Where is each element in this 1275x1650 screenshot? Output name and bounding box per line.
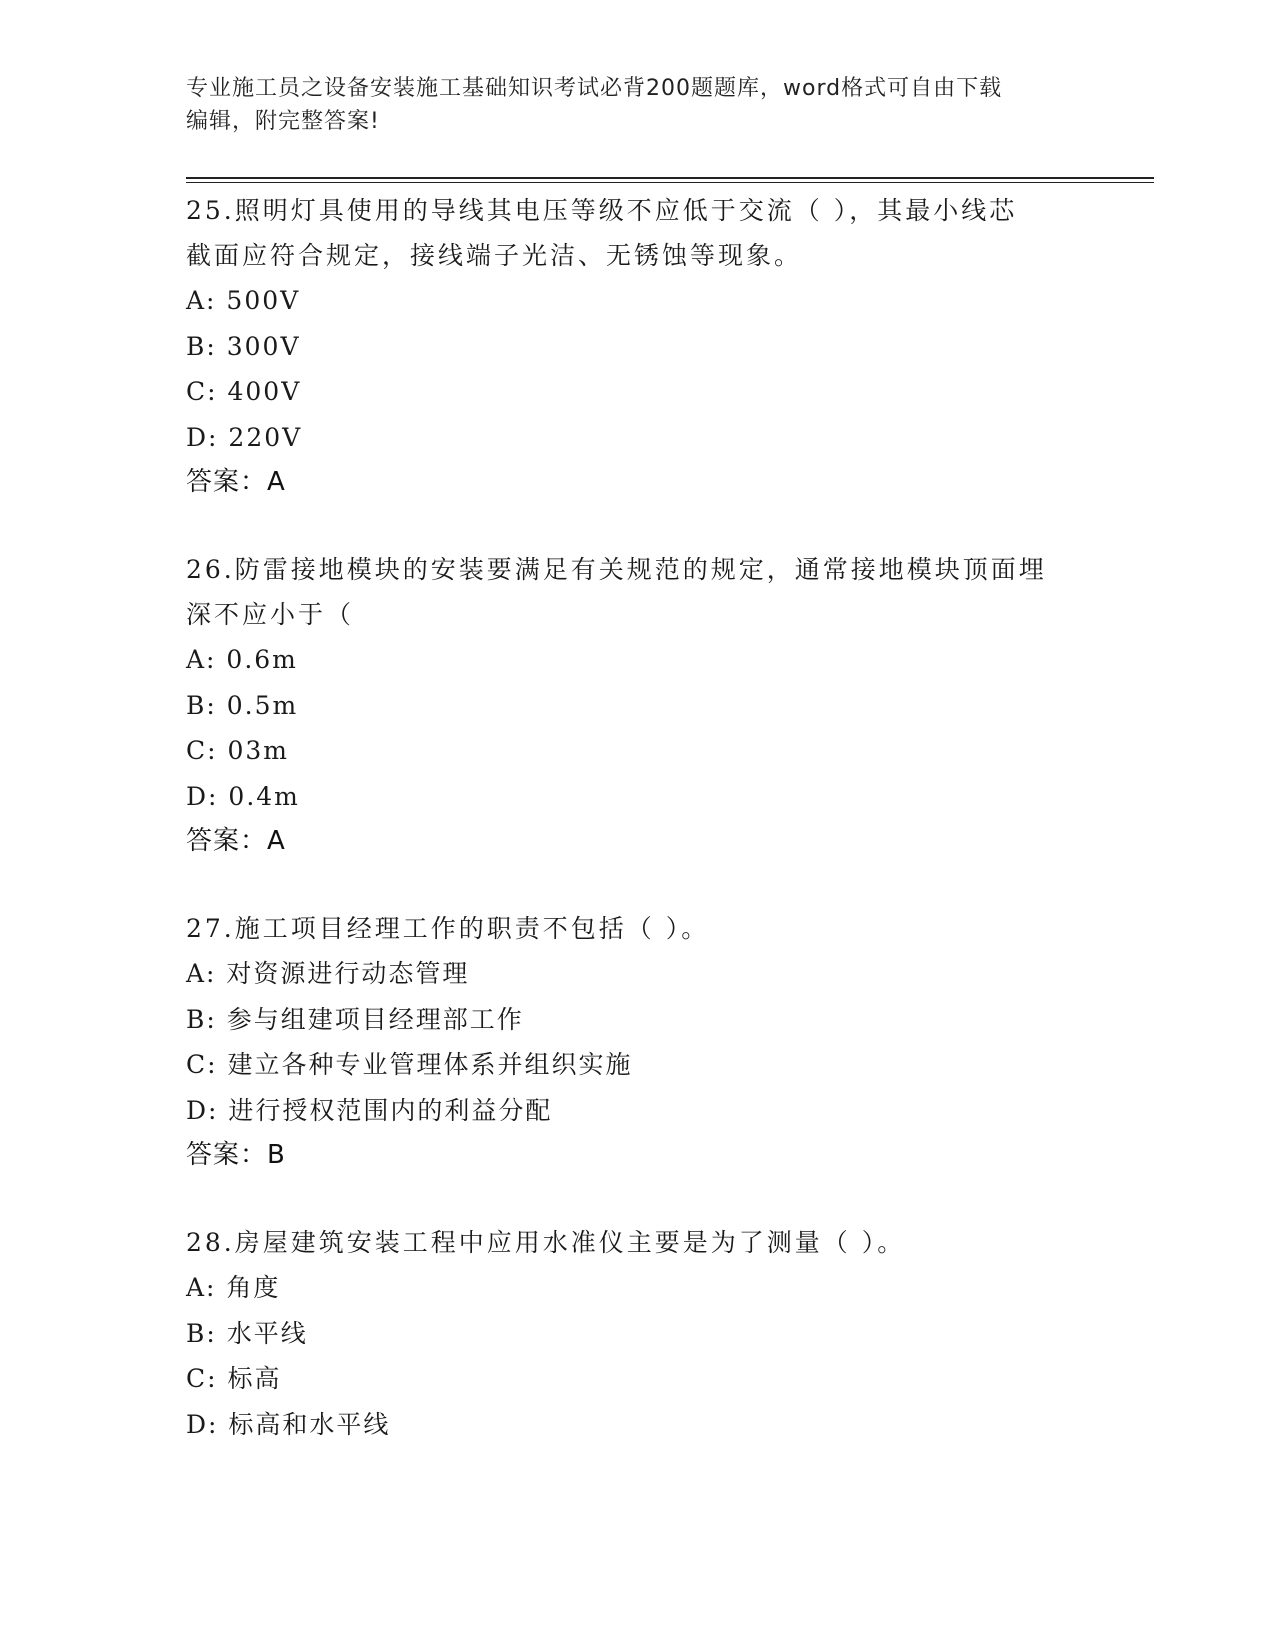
option-c: C: 建立各种专业管理体系并组织实施 [186, 1050, 633, 1079]
document-header [186, 72, 1076, 138]
question-25 [186, 188, 1086, 504]
header-divider-thick [186, 177, 1154, 179]
option-d: D: 0.4m [186, 781, 300, 811]
question-stem-line: 27.施工项目经理工作的职责不包括（ ）。 [186, 914, 710, 943]
option-b: B: 300V [186, 331, 301, 361]
option-b: B: 0.5m [186, 690, 299, 720]
option-d: D: 进行授权范围内的利益分配 [186, 1095, 553, 1125]
option-c: C: 03m [186, 736, 290, 765]
question-stem-line: 25.照明灯具使用的导线其电压等级不应低于交流（ ），其最小线芯 [186, 196, 1018, 225]
question-list [186, 188, 1086, 1490]
question-28 [186, 1220, 1086, 1447]
option-a: A: 500V [186, 286, 301, 315]
option-b: B: 水平线 [186, 1318, 308, 1348]
option-a: A: 对资源进行动态管理 [186, 959, 470, 988]
option-c: C: 标高 [186, 1364, 282, 1393]
option-a: A: 角度 [186, 1273, 281, 1302]
option-b: B: 参与组建项目经理部工作 [186, 1004, 524, 1034]
question-stem-line: 28.房屋建筑安装工程中应用水准仪主要是为了测量（ ）。 [186, 1228, 906, 1257]
option-a: A: 0.6m [186, 645, 298, 674]
question-stem-line: 深不应小于（ [186, 600, 355, 629]
question-stem-line: 26.防雷接地模块的安装要满足有关规范的规定，通常接地模块顶面埋 [186, 555, 1047, 584]
answer-label: 答案：A [186, 467, 286, 497]
question-26 [186, 547, 1086, 863]
header-line-2: 编辑，附完整答案! [186, 109, 380, 134]
answer-label: 答案：A [186, 826, 286, 856]
option-d: D: 220V [186, 422, 303, 452]
answer-label: 答案：B [186, 1140, 286, 1170]
header-line-1: 专业施工员之设备安装施工基础知识考试必背200题题库，word格式可自由下载 [186, 76, 1003, 101]
option-d: D: 标高和水平线 [186, 1409, 391, 1439]
header-divider-thin [186, 182, 1154, 183]
question-stem-line: 截面应符合规定，接线端子光洁、无锈蚀等现象。 [186, 241, 803, 270]
question-27 [186, 906, 1086, 1177]
option-c: C: 400V [186, 377, 302, 406]
